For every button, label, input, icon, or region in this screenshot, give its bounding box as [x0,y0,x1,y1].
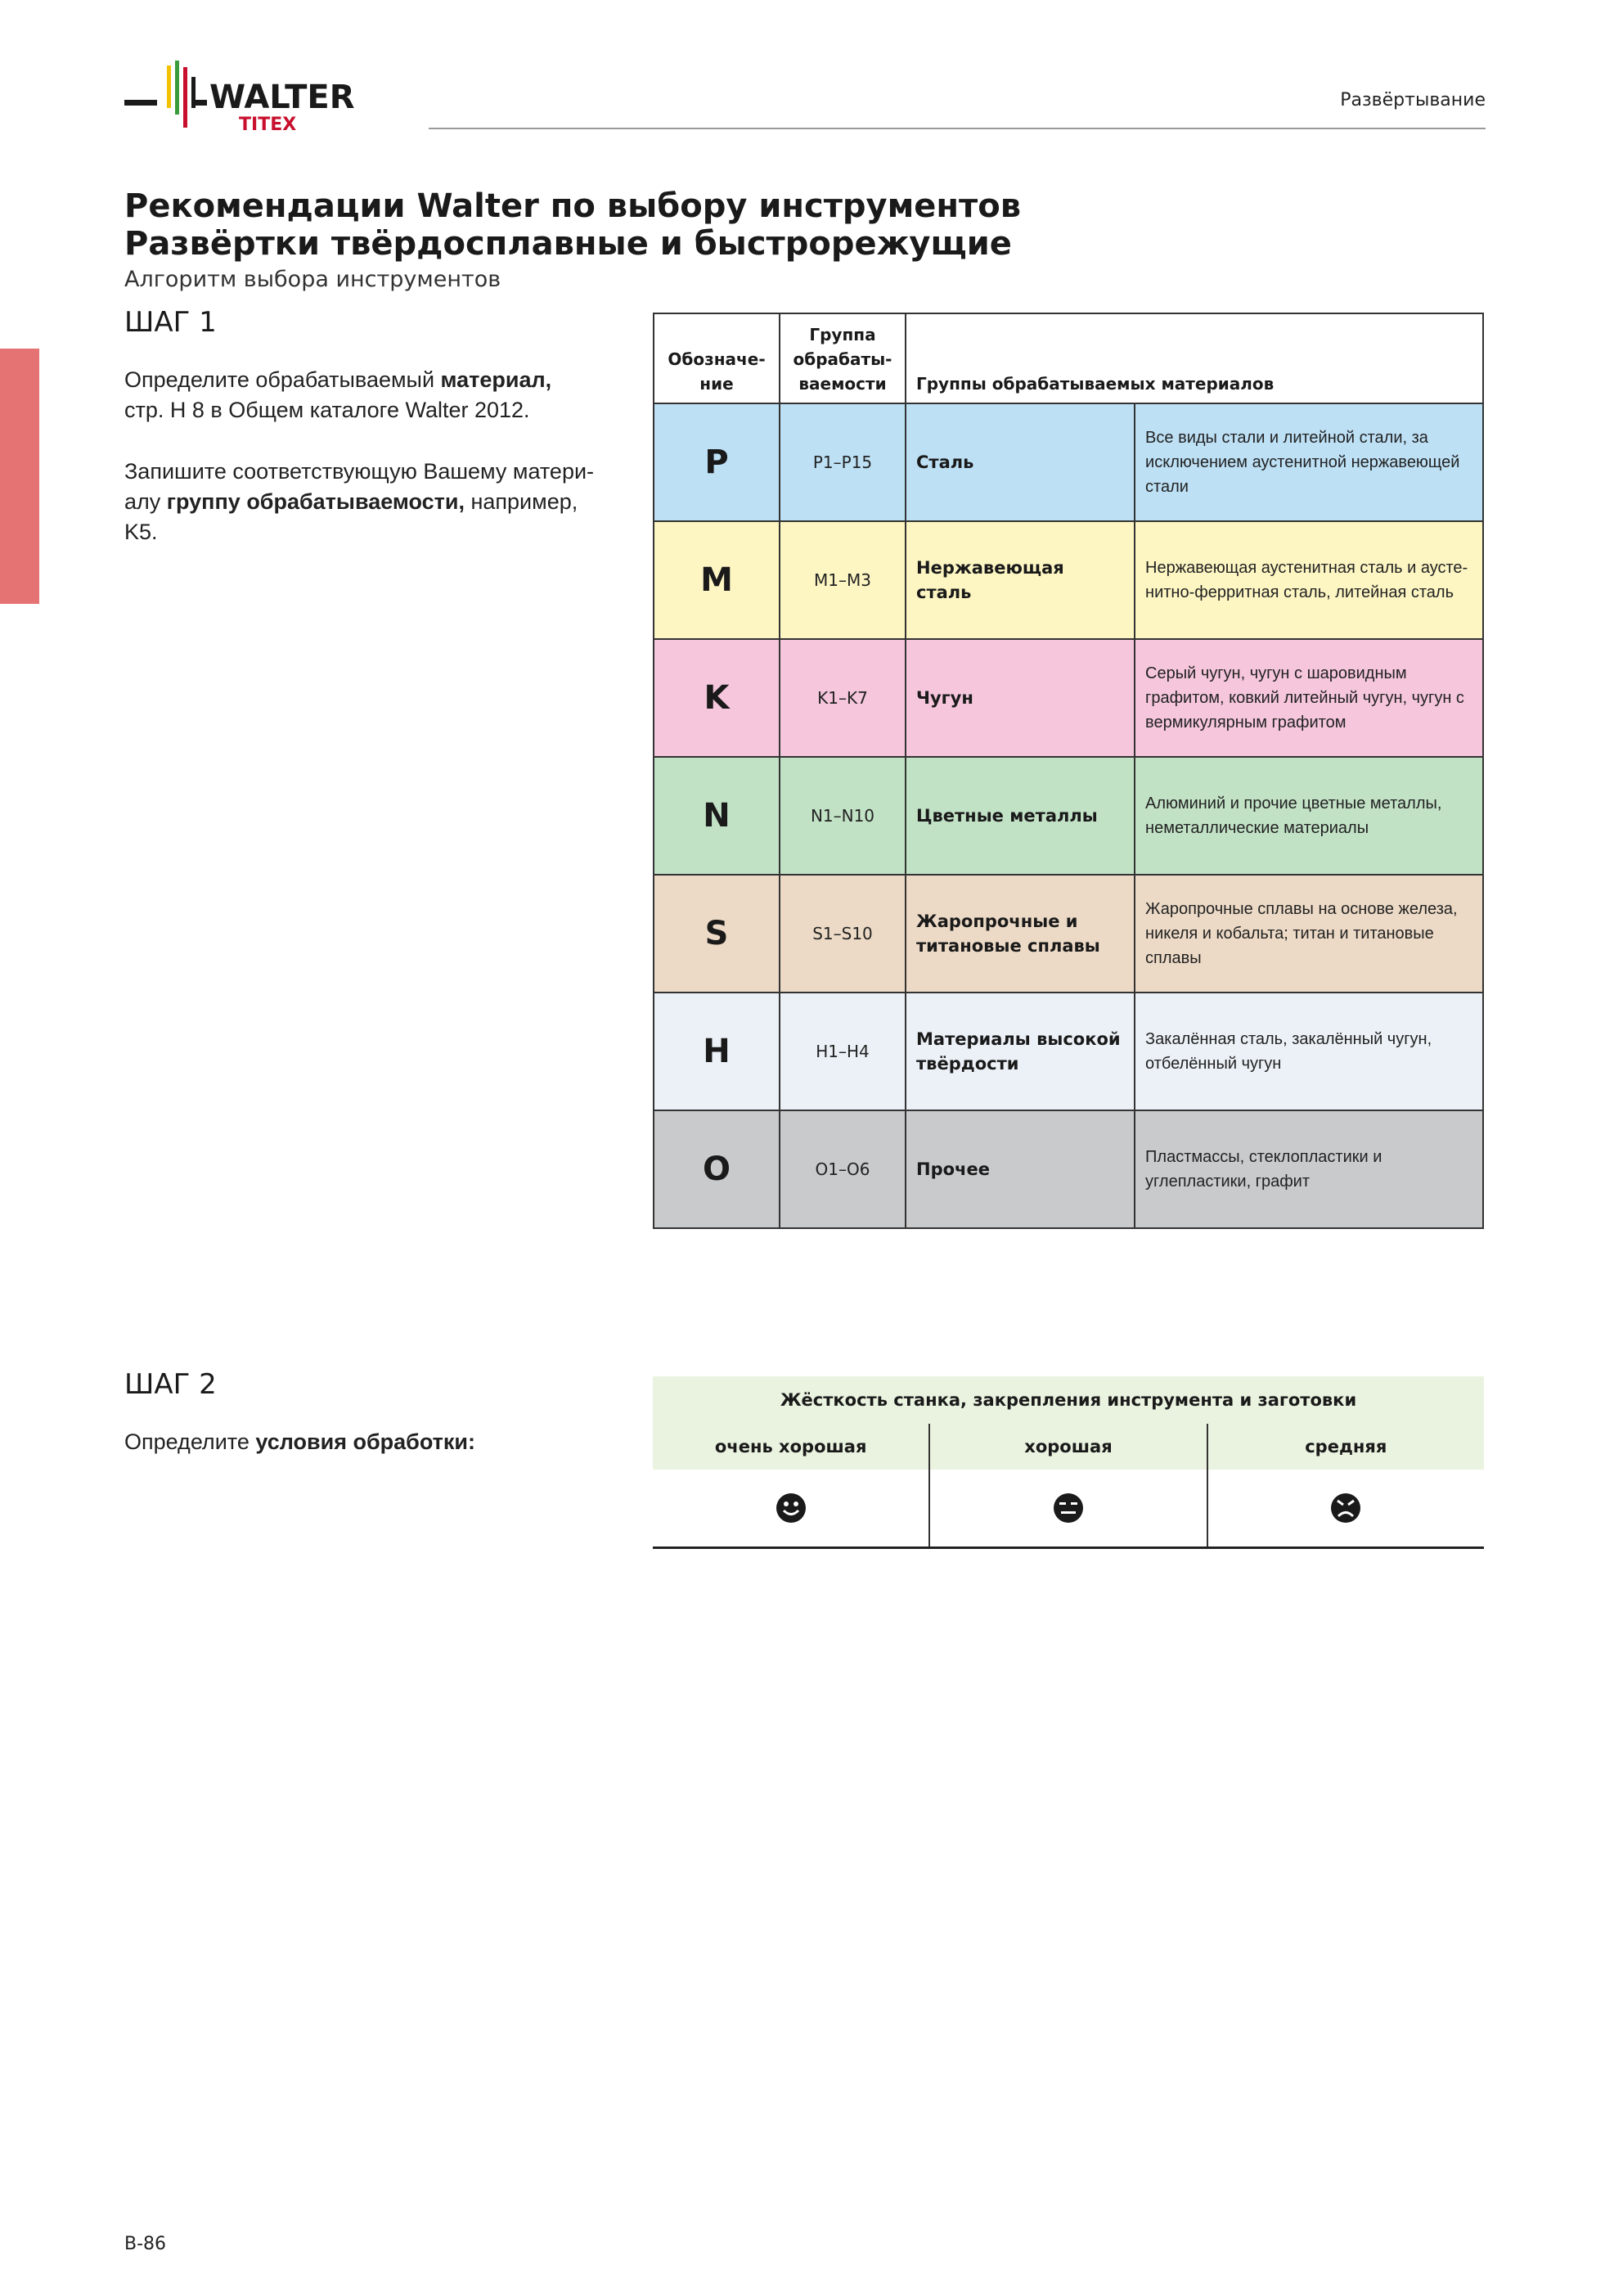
conditions-table-header: Жёсткость станка, закрепления инструмента и заготовки [653,1376,1484,1424]
material-name: Жаропрочные и титановые сплавы [906,875,1135,993]
happy-face-icon [775,1492,807,1524]
material-row-o [654,1110,1483,1228]
page-title-line2: Развёртки твёрдосплавные и быстрорежущие [124,225,1012,263]
page-number: B-86 [124,2234,167,2254]
material-group-range: M1–M3 [780,521,906,639]
step1-instruction-2: Запишите соответствующую Вашему матери- алу группу обрабатываемости, например, K5. [124,459,595,544]
neutral-face-icon [1052,1492,1085,1524]
header-machinability-group: Группа обрабаты-ваемости [780,313,906,403]
material-symbol: N [654,757,780,875]
walter-titex-logo [124,59,402,133]
material-row-k [654,639,1483,757]
material-symbol: O [654,1110,780,1228]
header-divider [429,128,1486,129]
material-description: Пластмассы, стеклопластики и углепластики, графит [1135,1110,1483,1228]
condition-good-cell [928,1470,1206,1546]
step2-title: ШАГ 2 [124,1368,217,1401]
svg-text:TITEX: TITEX [239,115,297,133]
material-symbol: M [654,521,780,639]
section-title: Развёртывание [1340,90,1486,110]
material-description: Алюминий и прочие цветные металлы, неметаллические материалы [1135,757,1483,875]
condition-very-good-cell [653,1470,928,1546]
material-group-range: P1–P15 [780,403,906,521]
material-symbol: S [654,875,780,993]
material-name: Сталь [906,403,1135,521]
material-description: Серый чугун, чугун с шаровидным графитом, ковкий литейный чугун, чугун с вермикулярным графитом [1135,639,1483,757]
material-description: Жаропрочные сплавы на основе железа, никеля и кобальта; титан и титановые сплавы [1135,875,1483,993]
material-symbol: H [654,993,780,1110]
material-symbol: P [654,403,780,521]
header-material-groups: Группы обрабатываемых материалов [906,313,1483,403]
material-name: Нержавеющая сталь [906,521,1135,639]
step1-instruction-1: Определите обрабатываемый материал, стр. H 8 в Общем каталоге Walter 2012. [124,367,552,422]
condition-good-label: хорошая [928,1424,1206,1470]
material-name: Чугун [906,639,1135,757]
condition-average-label: средняя [1207,1424,1484,1470]
material-group-range: N1–N10 [780,757,906,875]
material-group-range: S1–S10 [780,875,906,993]
material-group-range: H1–H4 [780,993,906,1110]
material-row-n [654,757,1483,875]
materials-table [653,313,1484,1229]
page-title-line1: Рекомендации Walter по выбору инструментов [124,187,1022,225]
material-row-p [654,403,1483,521]
material-group-range: O1–O6 [780,1110,906,1228]
material-name: Прочее [906,1110,1135,1228]
material-name: Цветные металлы [906,757,1135,875]
material-description: Все виды стали и литейной стали, за исключением аустенитной нержавеющей стали [1135,403,1483,521]
svg-text:WALTER: WALTER [209,79,355,116]
materials-table-header [654,313,1483,403]
material-name: Материалы высокой твёрдости [906,993,1135,1110]
material-row-h [654,993,1483,1110]
material-symbol: K [654,639,780,757]
step1-title: ШАГ 1 [124,306,217,339]
material-row-m [654,521,1483,639]
header-designation: Обозначе-ние [654,313,780,403]
condition-very-good-label: очень хорошая [714,1437,867,1456]
conditions-table [653,1376,1484,1549]
condition-average-cell [1207,1470,1484,1546]
material-group-range: K1–K7 [780,639,906,757]
section-tab-marker [0,349,39,604]
step2-instruction: Определите условия обработки: [124,1429,475,1454]
page-subtitle: Алгоритм выбора инструментов [124,267,501,292]
unhappy-face-icon [1329,1492,1362,1524]
material-row-s [654,875,1483,993]
material-description: Закалённая сталь, закалённый чугун, отбелённый чугун [1135,993,1483,1110]
material-description: Нержавеющая аустенитная сталь и аусте-нитно-ферритная сталь, литейная сталь [1135,521,1483,639]
